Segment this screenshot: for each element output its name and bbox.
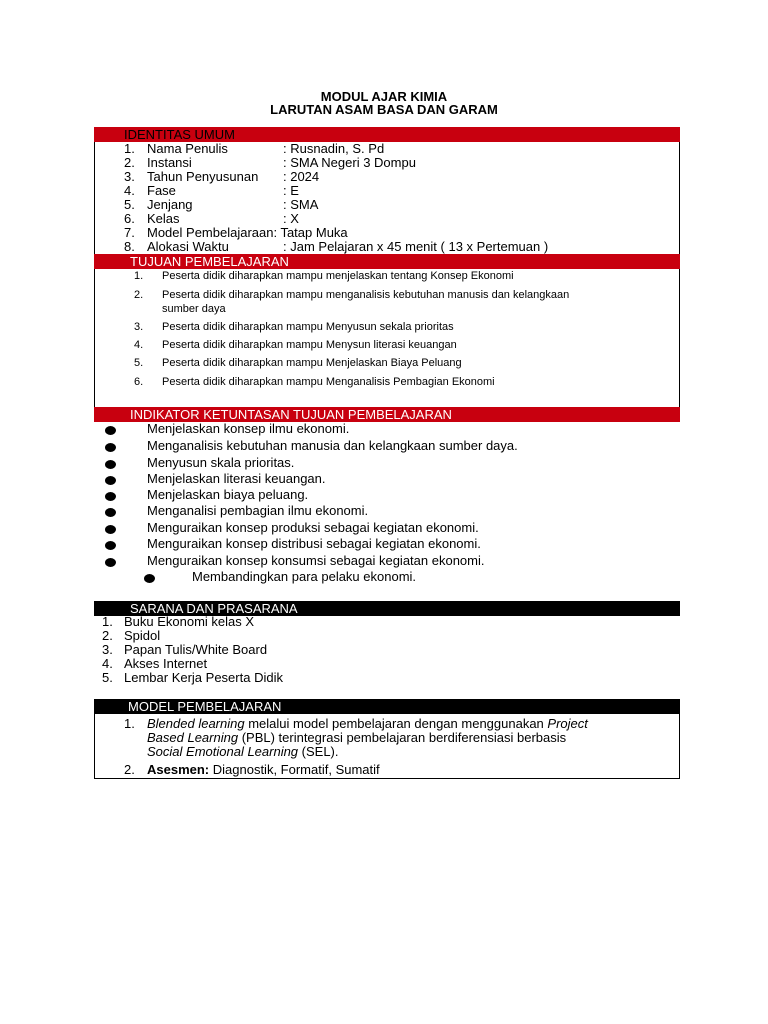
identitas-header-label: IDENTITAS UMUM	[124, 127, 235, 142]
identitas-value: : SMA Negeri 3 Dompu	[283, 155, 416, 170]
asesmen-label: Asesmen:	[147, 762, 210, 777]
identitas-value: : E	[283, 183, 299, 198]
sarana-num: 2.	[102, 628, 113, 643]
tujuan-num: 3.	[134, 321, 144, 333]
indikator-item: Menganalisis kebutuhan manusia dan kelangkaan sumber daya.	[147, 438, 518, 453]
sarana-num: 4.	[102, 656, 113, 671]
tujuan-text: Peserta didik diharapkan mampu Menganalisis Pembagian Ekonomi	[162, 376, 495, 388]
sarana-header-label: SARANA DAN PRASARANA	[130, 601, 298, 616]
identitas-value: : Jam Pelajaran x 45 menit ( 13 x Pertemuan )	[283, 239, 549, 254]
identitas-label: Tahun Penyusunan	[147, 169, 259, 184]
indikator-header-label: INDIKATOR KETUNTASAN TUJUAN PEMBELAJARAN	[130, 407, 452, 422]
document-title-line1: MODUL AJAR KIMIA	[320, 89, 448, 104]
bullet-icon	[105, 426, 116, 435]
model-italic-text: Project	[547, 716, 588, 731]
tujuan-text: Peserta didik diharapkan mampu menjelaskan tentang Konsep Ekonomi	[162, 270, 514, 282]
indikator-item: Menyusun skala prioritas.	[147, 455, 295, 470]
tujuan-text: Peserta didik diharapkan mampu Menyusun sekala prioritas	[162, 321, 454, 333]
identitas-label: Model Pembelajaraan: Tatap Muka	[147, 225, 348, 240]
identitas-value: : SMA	[283, 197, 319, 212]
identitas-num: 3.	[124, 169, 135, 184]
indikator-item: Menguraikan konsep konsumsi sebagai kegiatan ekonomi.	[147, 553, 485, 568]
identitas-header	[94, 127, 680, 142]
indikator-item: Menganalisi pembagian ilmu ekonomi.	[147, 503, 369, 518]
identitas-label: Instansi	[147, 155, 192, 170]
identitas-num: 7.	[124, 225, 135, 240]
indikator-item: Menguraikan konsep distribusi sebagai kegiatan ekonomi.	[147, 536, 481, 551]
indikator-item: Membandingkan para pelaku ekonomi.	[192, 569, 417, 584]
bullet-icon	[105, 460, 116, 469]
identitas-num: 8.	[124, 239, 135, 254]
identitas-num: 4.	[124, 183, 135, 198]
identitas-num: 5.	[124, 197, 135, 212]
model-text: (PBL) terintegrasi pembelajaran berdiferensiasi berbasis	[238, 730, 567, 745]
indikator-header	[94, 407, 680, 422]
tujuan-text-continued: sumber daya	[162, 303, 226, 315]
tujuan-num: 6.	[134, 376, 144, 388]
model-item1-line2	[147, 731, 566, 745]
identitas-value: : X	[283, 211, 299, 226]
bullet-icon	[105, 492, 116, 501]
bullet-icon	[105, 476, 116, 485]
tujuan-num: 2.	[134, 289, 144, 301]
identitas-value: : Rusnadin, S. Pd	[283, 141, 385, 156]
model-italic-text: Blended learning	[147, 716, 245, 731]
bullet-icon	[105, 525, 116, 534]
identitas-num: 1.	[124, 141, 135, 156]
tujuan-header-label: TUJUAN PEMBELAJARAN	[130, 254, 289, 269]
model-item1-line1	[147, 717, 588, 731]
asesmen-text: Diagnostik, Formatif, Sumatif	[209, 762, 380, 777]
identitas-num: 2.	[124, 155, 135, 170]
indikator-item: Menjelaskan biaya peluang.	[147, 487, 309, 502]
model-header-label: MODEL PEMBELAJARAN	[128, 699, 282, 714]
indikator-item: Menguraikan konsep produksi sebagai kegiatan ekonomi.	[147, 520, 479, 535]
bullet-icon	[105, 541, 116, 550]
bullet-icon	[105, 558, 116, 567]
tujuan-num: 4.	[134, 339, 144, 351]
model-text: melalui model pembelajaran dengan menggunakan	[244, 716, 548, 731]
identitas-num: 6.	[124, 211, 135, 226]
model-header	[94, 699, 680, 714]
tujuan-num: 5.	[134, 357, 144, 369]
model-italic-text: Based Learning	[147, 730, 239, 745]
tujuan-text: Peserta didik diharapkan mampu Menjelaskan Biaya Peluang	[162, 357, 462, 369]
model-text: (SEL).	[298, 744, 339, 759]
tujuan-num: 1.	[134, 270, 144, 282]
sarana-num: 5.	[102, 670, 113, 685]
bullet-icon	[105, 443, 116, 452]
sarana-item: Akses Internet	[124, 656, 208, 671]
identitas-label: Jenjang	[147, 197, 193, 212]
bullet-icon	[105, 508, 116, 517]
sarana-item: Buku Ekonomi kelas X	[124, 614, 255, 629]
identitas-label: Nama Penulis	[147, 141, 228, 156]
sarana-item: Spidol	[124, 628, 161, 643]
tujuan-text: Peserta didik diharapkan mampu menganalisis kebutuhan manusis dan kelangkaan	[162, 289, 570, 301]
indikator-item: Menjelaskan literasi keuangan.	[147, 471, 326, 486]
model-item2	[147, 763, 380, 777]
model-num: 2.	[124, 762, 135, 777]
tujuan-header	[94, 254, 680, 269]
model-num: 1.	[124, 716, 135, 731]
identitas-label: Alokasi Waktu	[147, 239, 229, 254]
sarana-item: Papan Tulis/White Board	[124, 642, 268, 657]
model-item1-line3	[147, 745, 339, 759]
sarana-num: 3.	[102, 642, 113, 657]
identitas-label: Fase	[147, 183, 176, 198]
model-italic-text: Social Emotional Learning	[147, 744, 299, 759]
identitas-label: Kelas	[147, 211, 180, 226]
document-title-line2: LARUTAN ASAM BASA DAN GARAM	[270, 102, 498, 117]
sarana-num: 1.	[102, 614, 113, 629]
bullet-icon	[144, 574, 155, 583]
identitas-value: : 2024	[283, 169, 320, 184]
tujuan-text: Peserta didik diharapkan mampu Menysun literasi keuangan	[162, 339, 457, 351]
sarana-item: Lembar Kerja Peserta Didik	[124, 670, 283, 685]
indikator-item: Menjelaskan konsep ilmu ekonomi.	[147, 421, 350, 436]
